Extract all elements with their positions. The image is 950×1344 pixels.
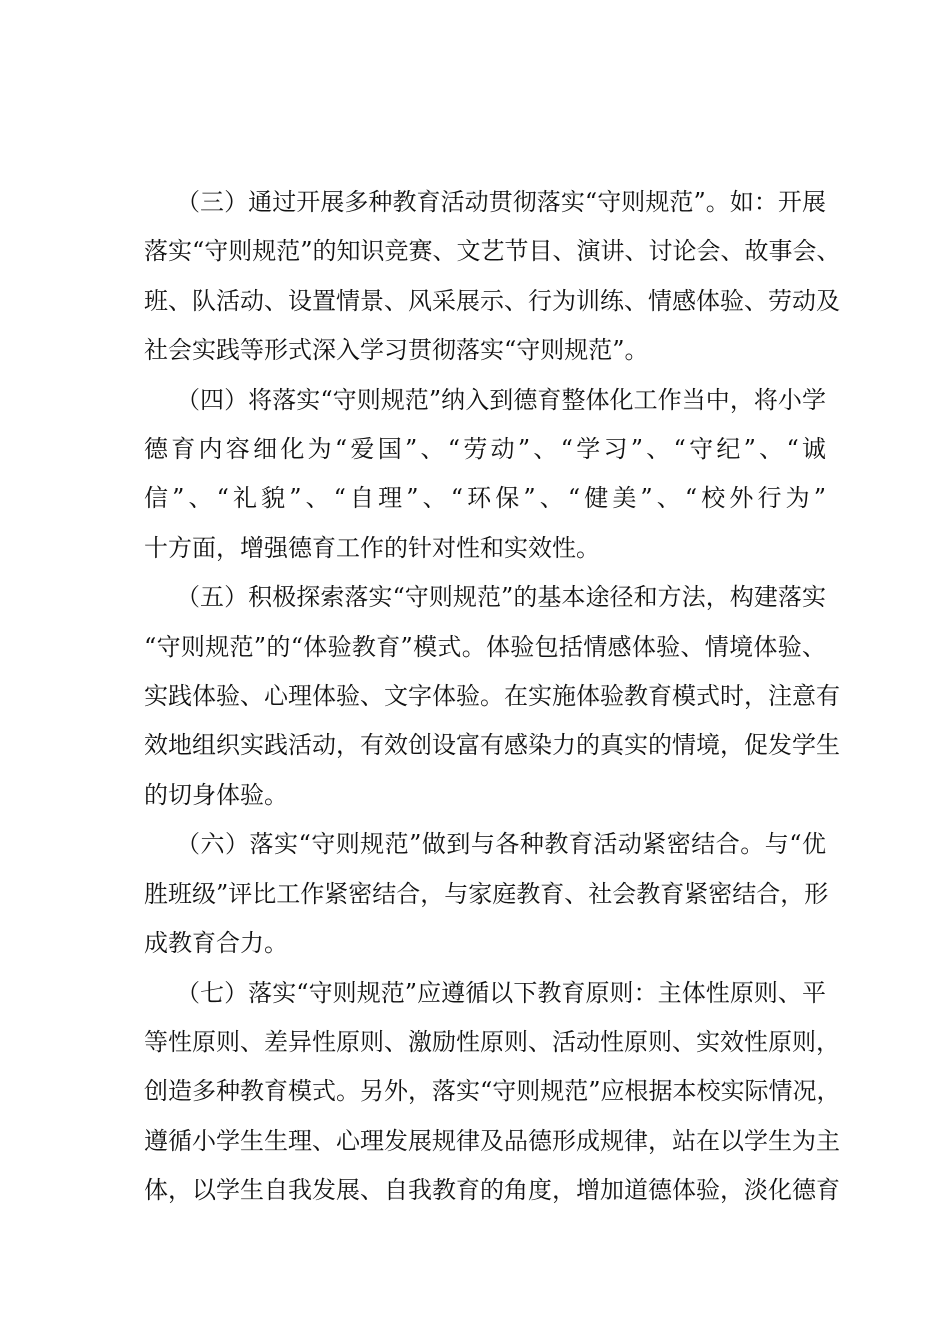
text-line: 落实“守则规范”的知识竞赛、文艺节目、演讲、讨论会、故事会、 xyxy=(144,237,841,266)
text-line: （七）落实“守则规范”应遵循以下教育原则：主体性原则、平 xyxy=(176,978,826,1007)
text-line: 班、队活动、设置情景、风采展示、行为训练、情感体验、劳动及 xyxy=(144,286,840,315)
text-line: 遵循小学生生理、心理发展规律及品德形成规律，站在以学生为主 xyxy=(144,1126,840,1155)
paragraph-wu xyxy=(144,573,840,820)
text-line: （三）通过开展多种教育活动贯彻落实“守则规范”。如：开展 xyxy=(176,188,826,216)
text-line: （四）将落实“守则规范”纳入到德育整体化工作当中，将小学 xyxy=(176,385,826,414)
paragraph-san xyxy=(144,178,841,376)
text-line: 实践体验、心理体验、文字体验。在实施体验教育模式时，注意有 xyxy=(144,682,840,711)
text-line: 德育内容细化为“爱国”、“劳动”、“学习”、“守纪”、“诚 xyxy=(144,435,826,464)
text-line: 十方面，增强德育工作的针对性和实效性。 xyxy=(144,533,600,562)
text-line: 社会实践等形式深入学习贯彻落实“守则规范”。 xyxy=(144,336,649,365)
text-line: （五）积极探索落实“守则规范”的基本途径和方法，构建落实 xyxy=(176,583,826,612)
text-line: 体，以学生自我发展、自我教育的角度，增加道德体验，淡化德育 xyxy=(144,1176,840,1205)
text-line: （六）落实“守则规范”做到与各种教育活动紧密结合。与“优 xyxy=(176,830,826,859)
text-line: 成教育合力。 xyxy=(144,929,288,958)
paragraph-qi xyxy=(144,969,841,1216)
text-line: 的切身体验。 xyxy=(144,780,288,809)
text-line: “守则规范”的“体验教育”模式。体验包括情感体验、情境体验、 xyxy=(144,632,826,661)
paragraph-si xyxy=(144,376,826,574)
paragraph-liu xyxy=(144,820,829,968)
text-line: 创造多种教育模式。另外，落实“守则规范”应根据本校实际情况， xyxy=(144,1077,841,1106)
document-body xyxy=(144,178,841,1216)
text-line: 效地组织实践活动，有效创设富有感染力的真实的情境，促发学生 xyxy=(144,731,840,760)
text-line: 信”、“礼貌”、“自理”、“环保”、“健美”、“校外行为” xyxy=(144,484,826,513)
text-line: 胜班级”评比工作紧密结合，与家庭教育、社会教育紧密结合，形 xyxy=(144,879,829,908)
text-line: 等性原则、差异性原则、激励性原则、活动性原则、实效性原则， xyxy=(144,1027,840,1056)
